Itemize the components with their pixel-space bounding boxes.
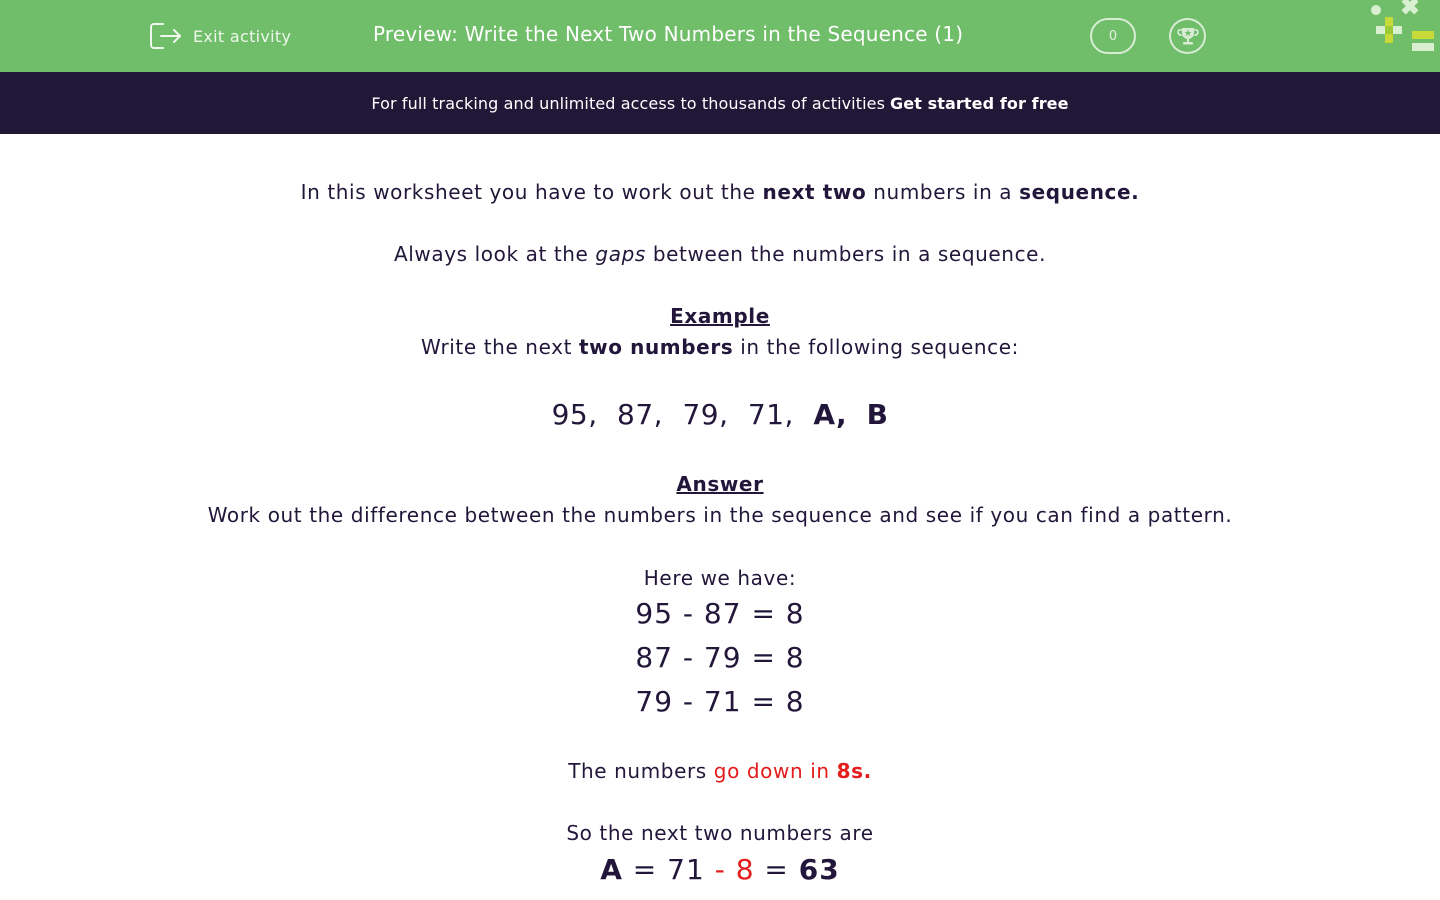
sequence-term: 79,: [682, 398, 729, 431]
intro-period: .: [1131, 180, 1140, 204]
pattern-text: The numbers: [568, 759, 714, 783]
header-bar: [0, 0, 1440, 72]
intro-text: Always look at the: [393, 242, 596, 266]
intro-italic-gaps: gaps: [595, 242, 646, 266]
sequence-term: 87,: [617, 398, 664, 431]
calc-result: 63: [798, 853, 840, 886]
intro-line-1: [0, 180, 1440, 204]
intro-bold-next-two: next two: [762, 180, 867, 204]
pattern-statement: [0, 759, 1440, 783]
banner-text: For full tracking and unlimited access to thousands of activities: [371, 93, 886, 113]
intro-text: numbers in a: [866, 180, 1020, 204]
trophy-button[interactable]: [1169, 18, 1206, 54]
get-started-link[interactable]: Get started for free: [890, 93, 1069, 113]
here-we-have-label: Here we have:: [643, 566, 797, 590]
answer-heading: Answer: [676, 472, 764, 496]
pattern-highlight-bold: 8s.: [836, 759, 872, 783]
trophy-icon: [1177, 25, 1199, 47]
page-title: Preview: Write the Next Two Numbers in the Sequence (1): [373, 22, 964, 46]
exit-activity-label: Exit activity: [193, 26, 292, 46]
intro-text: between the numbers in a sequence.: [645, 242, 1047, 266]
prompt-text: in the following sequence:: [733, 335, 1020, 359]
signup-banner: [0, 72, 1440, 134]
calc-variable: A: [600, 853, 623, 886]
calculation-a: [0, 853, 1440, 886]
sequence-term: 71,: [747, 398, 794, 431]
sequence-unknown-b: B: [866, 398, 889, 431]
maths-symbols-logo: [1366, 0, 1436, 56]
prompt-bold: two numbers: [578, 335, 734, 359]
answer-instruction: Work out the difference between the numbers in the sequence and see if you can find a pattern.: [207, 503, 1233, 527]
example-prompt: [0, 335, 1440, 359]
prompt-text: Write the next: [420, 335, 579, 359]
example-heading: Example: [670, 304, 770, 328]
difference-row-3: 79 - 71 = 8: [635, 685, 805, 718]
score-badge: 0: [1090, 18, 1136, 54]
calc-minus-step: - 8: [714, 853, 755, 886]
intro-bold-sequence: sequence: [1019, 180, 1132, 204]
calc-text: =: [754, 853, 799, 886]
calc-text: = 71: [622, 853, 715, 886]
difference-row-2: 87 - 79 = 8: [635, 641, 805, 674]
intro-line-2: [0, 242, 1440, 266]
example-sequence: [0, 398, 1440, 431]
exit-icon: [149, 21, 183, 51]
exit-activity-button[interactable]: [149, 20, 291, 52]
intro-text: In this worksheet you have to work out the: [300, 180, 763, 204]
difference-row-1: 95 - 87 = 8: [635, 597, 805, 630]
pattern-highlight: go down in: [713, 759, 837, 783]
sequence-term: 95,: [551, 398, 598, 431]
next-numbers-intro: So the next two numbers are: [566, 821, 874, 845]
sequence-unknown-a: A,: [813, 398, 848, 431]
